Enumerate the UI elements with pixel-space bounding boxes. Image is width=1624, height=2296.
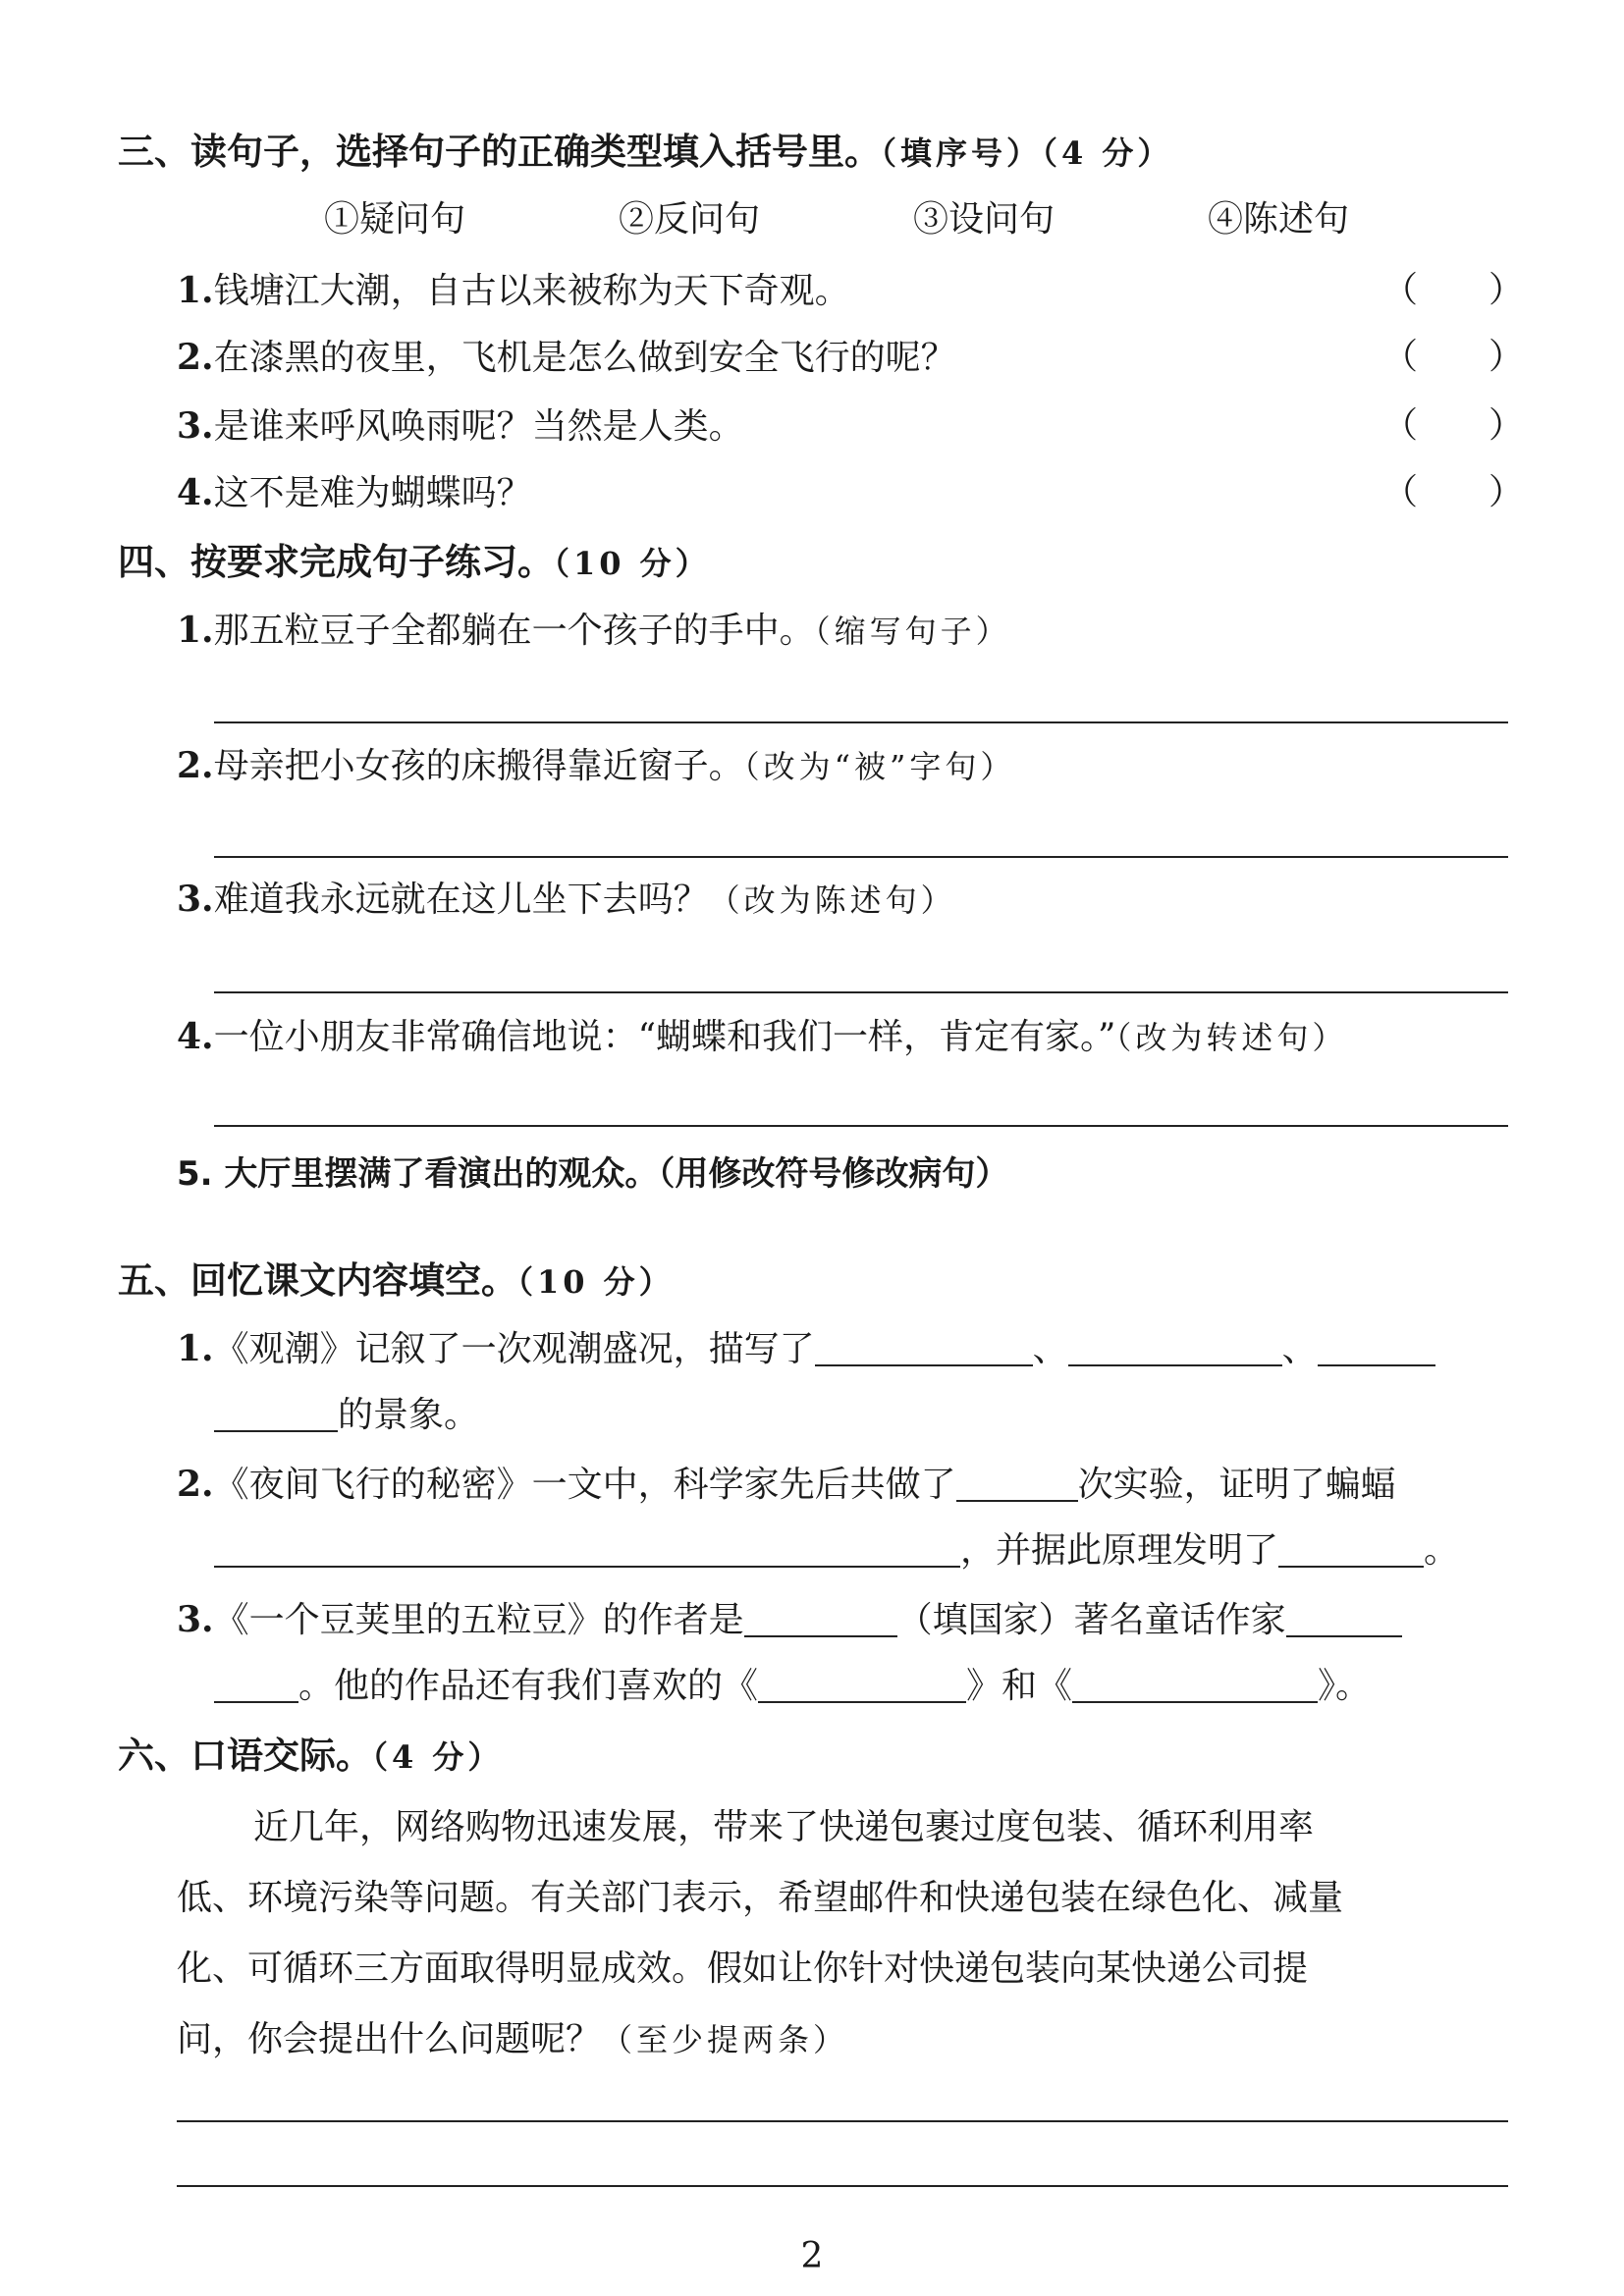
s5-q2-blank-1[interactable]	[956, 1465, 1078, 1502]
s5-q3-blank-work-1[interactable]	[758, 1666, 966, 1703]
s5-q1-blank-3-cont[interactable]	[214, 1395, 338, 1432]
section-3-heading: 三、读句子，选择句子的正确类型填入括号里。（填序号）（4 分）	[118, 130, 1173, 173]
option-self-answer: ③设问句	[913, 199, 1056, 240]
s6-answer-line-2[interactable]	[177, 2185, 1508, 2187]
s5-q1-blank-3[interactable]	[1318, 1329, 1435, 1366]
s4-answer-line-1[interactable]	[214, 721, 1508, 723]
s6-paragraph-line-4: 问，你会提出什么问题呢？（至少提两条）	[177, 2019, 849, 2059]
s5-q3-blank-author[interactable]	[1286, 1600, 1402, 1637]
s3-item-1: 1.钱塘江大潮，自古以来被称为天下奇观。	[177, 270, 850, 311]
s5-q2-blank-2[interactable]	[214, 1530, 960, 1568]
s3-item-4: 4.这不是难为蝴蝶吗？	[177, 472, 532, 513]
s3-answer-paren-4[interactable]: （ ）	[1382, 472, 1525, 512]
s5-q3: 3.《一个豆荚里的五粒豆》的作者是 （填国家）著名童话作家	[177, 1598, 1402, 1642]
s5-q1-cont: 的景象。	[214, 1394, 479, 1437]
sentence-type-options	[324, 198, 1502, 241]
s4-item-5: 5. 大厅里摆满了看演出的观众。（用修改符号修改病句）	[177, 1154, 1009, 1194]
s5-q2-cont: ，并据此原理发明了 。	[214, 1529, 1459, 1573]
s3-answer-paren-2[interactable]: （ ）	[1382, 337, 1525, 377]
s4-answer-line-2[interactable]	[214, 856, 1508, 858]
s3-item-2: 2.在漆黑的夜里，飞机是怎么做到安全飞行的呢？	[177, 337, 956, 378]
page-number: 2	[800, 2236, 824, 2276]
s5-q1-blank-2[interactable]	[1068, 1329, 1282, 1366]
s6-paragraph-line-1: 近几年，网络购物迅速发展，带来了快递包裹过度包装、循环利用率	[253, 1807, 1315, 1847]
s5-q2-blank-3[interactable]	[1278, 1530, 1424, 1568]
s5-q3-blank-author-cont[interactable]	[214, 1666, 298, 1703]
s3-answer-paren-3[interactable]: （ ）	[1382, 405, 1525, 446]
s4-answer-line-4[interactable]	[214, 1125, 1508, 1127]
option-rhetorical: ②反问句	[619, 199, 761, 240]
s5-q1: 1.《观潮》记叙了一次观潮盛况，描写了 、 、	[177, 1327, 1435, 1371]
option-question: ①疑问句	[324, 199, 466, 240]
section-6-heading: 六、口语交际。（4 分）	[118, 1734, 504, 1777]
s6-paragraph-line-3: 化、可循环三方面取得明显成效。假如让你针对快递包装向某快递公司提	[177, 1949, 1309, 1989]
s4-item-3: 3.难道我永远就在这儿坐下去吗？（改为陈述句）	[177, 879, 956, 920]
s4-item-1: 1.那五粒豆子全都躺在一个孩子的手中。（缩写句子）	[177, 610, 1011, 651]
s5-q1-blank-1[interactable]	[815, 1329, 1033, 1366]
s4-item-2: 2.母亲把小女孩的床搬得靠近窗子。（改为“被”字句）	[177, 745, 1016, 786]
s6-answer-line-1[interactable]	[177, 2120, 1508, 2122]
s5-q3-cont: 。他的作品还有我们喜欢的《 》和《 》。	[214, 1665, 1371, 1708]
s4-item-4: 4.一位小朋友非常确信地说：“蝴蝶和我们一样，肯定有家。”（改为转述句）	[177, 1016, 1348, 1057]
section-4-heading: 四、按要求完成句子练习。（10 分）	[118, 540, 711, 583]
s5-q2: 2.《夜间飞行的秘密》一文中，科学家先后共做了 次实验，证明了蝙蝠	[177, 1464, 1396, 1505]
s3-answer-paren-1[interactable]: （ ）	[1382, 270, 1525, 310]
section-5-heading: 五、回忆课文内容填空。（10 分）	[118, 1258, 675, 1302]
option-declarative: ④陈述句	[1208, 199, 1350, 240]
s6-paragraph-line-2: 低、环境污染等问题。有关部门表示，希望邮件和快递包装在绿色化、减量	[177, 1878, 1344, 1918]
s5-q3-blank-country[interactable]	[744, 1600, 897, 1637]
s5-q3-blank-work-2[interactable]	[1072, 1666, 1318, 1703]
s3-item-3: 3.是谁来呼风唤雨呢？当然是人类。	[177, 405, 744, 447]
s4-answer-line-3[interactable]	[214, 991, 1508, 993]
